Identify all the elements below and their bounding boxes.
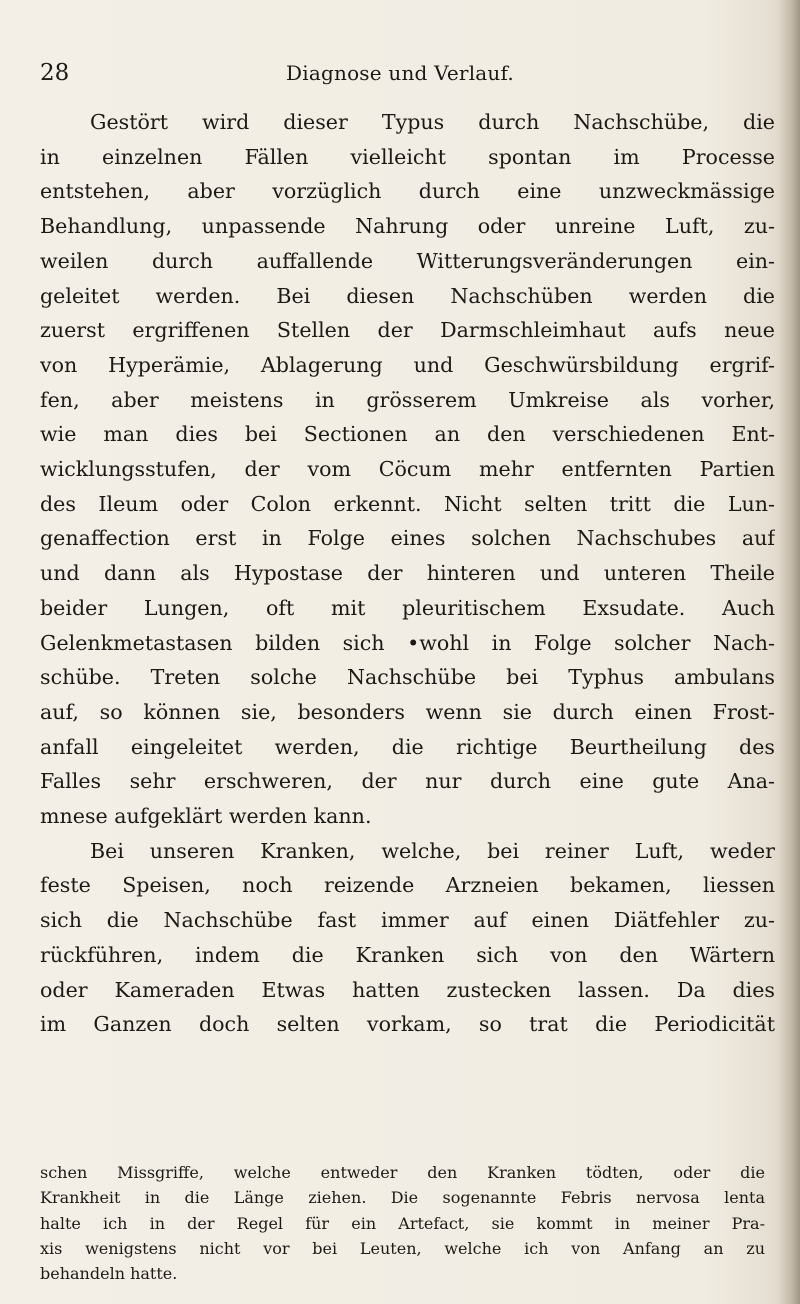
footnote-line: behandeln hatte. <box>40 1264 178 1284</box>
text-line: fen, aber meistens in grösserem Umkreise als vorher, <box>40 387 775 412</box>
text-line: mnese aufgeklärt werden kann. <box>40 804 372 829</box>
text-line: oder Kameraden Etwas hatten zustecken lassen. Da dies <box>40 977 775 1002</box>
running-title: Diagnose und Verlauf. <box>286 61 514 85</box>
text-line: feste Speisen, noch reizende Arzneien bekamen, liessen <box>40 873 775 898</box>
page-header <box>0 58 800 88</box>
text-line: im Ganzen doch selten vorkam, so trat die Periodicität <box>40 1012 775 1037</box>
text-line: des Ileum oder Colon erkennt. Nicht selten tritt die Lun- <box>40 491 775 516</box>
text-line: wicklungsstufen, der vom Cöcum mehr entfernten Partien <box>40 457 775 482</box>
text-line: sich die Nachschübe fast immer auf einen Diätfehler zu- <box>40 908 775 933</box>
text-line: Behandlung, unpassende Nahrung oder unreine Luft, zu- <box>40 214 775 239</box>
text-line: auf, so können sie, besonders wenn sie durch einen Frost- <box>40 699 775 724</box>
text-line: beider Lungen, oft mit pleuritischem Exsudate. Auch <box>40 595 775 620</box>
footnote-line: schen Missgriffe, welche entweder den Kranken tödten, oder die <box>40 1163 765 1182</box>
text-line: Gelenkmetastasen bilden sich •wohl in Folge solcher Nach- <box>40 630 775 655</box>
text-line: Bei unseren Kranken, welche, bei reiner Luft, weder <box>90 838 775 863</box>
text-line: von Hyperämie, Ablagerung und Geschwürsbildung ergrif- <box>40 352 775 377</box>
body-text <box>40 105 775 1042</box>
page-gutter-shadow <box>778 0 800 1304</box>
text-line: geleitet werden. Bei diesen Nachschüben werden die <box>40 283 775 308</box>
text-line: in einzelnen Fällen vielleicht spontan im Processe <box>40 144 775 169</box>
text-line: wie man dies bei Sectionen an den verschiedenen Ent- <box>40 422 775 447</box>
text-line: genaffection erst in Folge eines solchen Nachschubes auf <box>40 526 775 551</box>
text-line: zuerst ergriffenen Stellen der Darmschleimhaut aufs neue <box>40 318 775 343</box>
footnote <box>40 1160 765 1286</box>
text-line: Falles sehr erschweren, der nur durch eine gute Ana- <box>40 769 775 794</box>
text-line: schübe. Treten solche Nachschübe bei Typhus ambulans <box>40 665 775 690</box>
footnote-line: halte ich in der Regel für ein Artefact, sie kommt in meiner Pra- <box>40 1213 765 1233</box>
text-line: entstehen, aber vorzüglich durch eine unzweckmässige <box>40 179 775 204</box>
text-line: Gestört wird dieser Typus durch Nachschübe, die <box>90 110 775 134</box>
footnote-line: xis wenigstens nicht vor bei Leuten, welche ich von Anfang an zu <box>40 1238 765 1258</box>
text-line: und dann als Hypostase der hinteren und unteren Theile <box>40 561 775 586</box>
text-line: rückführen, indem die Kranken sich von den Wärtern <box>40 942 775 967</box>
text-line: anfall eingeleitet werden, die richtige Beurtheilung des <box>40 734 775 759</box>
page-number: 28 <box>40 60 70 86</box>
footnote-line: Krankheit in die Länge ziehen. Die sogenannte Febris nervosa lenta <box>40 1188 765 1208</box>
text-line: weilen durch auffallende Witterungsveränderungen ein- <box>40 248 775 273</box>
